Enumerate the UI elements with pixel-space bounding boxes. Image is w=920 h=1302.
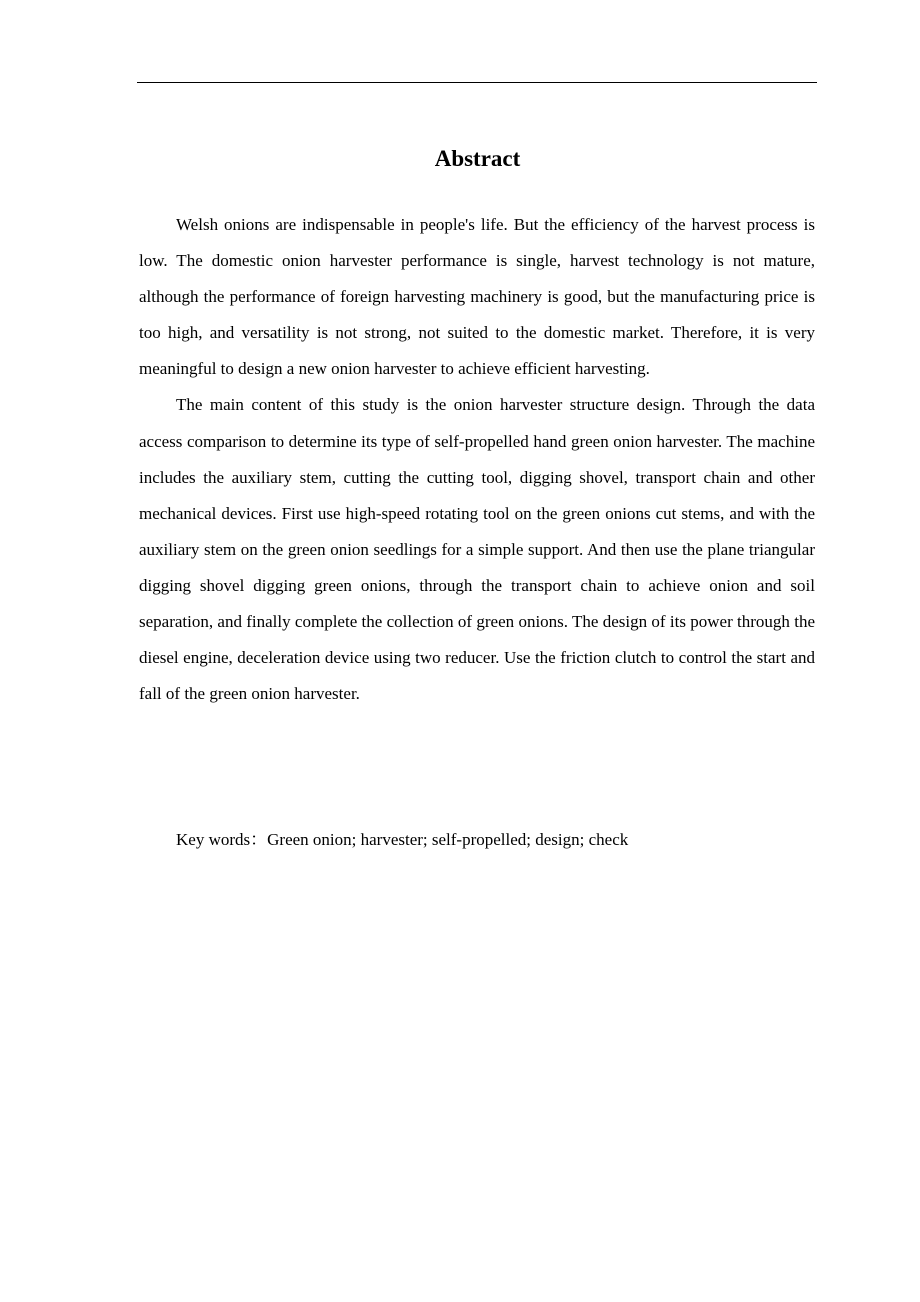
abstract-paragraph-1: Welsh onions are indispensable in people's life. But the efficiency of the harvest process is low. The domestic onion harvester performance is single, harvest technology is not mature, although the performance of foreign harvesting machinery is good, but the manufacturing price is too high, and versatility is not strong, not suited to the domestic market. Therefore, it is very meaningful to design a new onion harvester to achieve efficient harvesting. [139,215,815,379]
keywords-label: Key words： [176,830,268,849]
header-rule [137,82,817,83]
abstract-paragraph-2: The main content of this study is the onion harvester structure design. Through the data access comparison to determine its type of self-propelled hand green onion harvester. The machine includes the auxiliary stem, cutting the cutting tool, digging shovel, transport chain and other mechanical devices. First use high-speed rotating tool on the green onions cut stems, and with the auxiliary stem on the green onion seedlings for a simple support. And then use the plane triangular digging shovel digging green onions, through the transport chain to achieve onion and soil separation, and finally complete the collection of green onions. The design of its power through the diesel engine, deceleration device using two reducer. Use the friction clutch to control the start and fall of the green onion harvester. [139,395,815,704]
page-title: Abstract [434,146,521,171]
abstract-body [139,207,815,712]
keywords-line [176,822,816,858]
keywords-text: Green onion; harvester; self-propelled; design; check [267,830,629,849]
